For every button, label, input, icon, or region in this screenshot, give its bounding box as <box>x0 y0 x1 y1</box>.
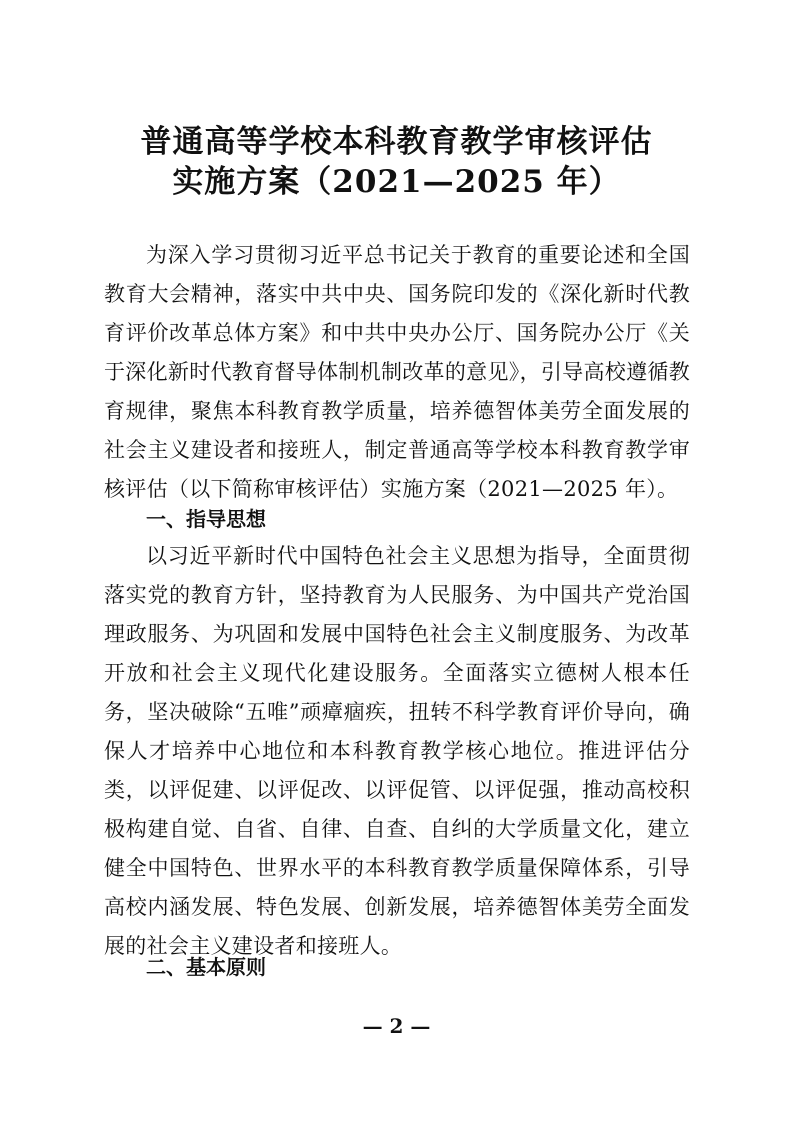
document-title-line-2: 实施方案（2021—2025 年） <box>172 164 621 200</box>
section-heading-basic-principles: 二、基本原则 <box>146 955 266 979</box>
intro-paragraph: 为深入学习贯彻习近平总书记关于教育的重要论述和全国教育大会精神，落实中共中央、国务院印发的《深化新时代教育评价改革总体方案》和中共中央办公厅、国务院办公厅《关于深化新时代教育督导体制机制改革的意见》，引导高校遵循教育规律，聚焦本科教育教学质量，培养德智体美劳全面发展的社会主义建设者和接班人，制定普通高等学校本科教育教学审核评估（以下简称审核评估）实施方案（2021—2025 年）。 <box>104 243 690 501</box>
section-heading-guiding-ideology: 一、指导思想 <box>146 507 266 531</box>
document-title-line-1: 普通高等学校本科教育教学审核评估 <box>140 124 653 160</box>
page-number: — 2 — <box>362 1014 431 1038</box>
section-paragraph-guiding-ideology: 以习近平新时代中国特色社会主义思想为指导，全面贯彻落实党的教育方针，坚持教育为人民服务、为中国共产党治国理政服务、为巩固和发展中国特色社会主义制度服务、为改革开放和社会主义现代化建设服务。全面落实立德树人根本任务，坚决破除“五唯”顽瘴痼疾，扭转不科学教育评价导向，确保人才培养中心地位和本科教育教学核心地位。推进评估分类，以评促建、以评促改、以评促管、以评促强，推动高校积极构建自觉、自省、自律、自查、自纠的大学质量文化，建立健全中国特色、世界水平的本科教育教学质量保障体系，引导高校内涵发展、特色发展、创新发展，培养德智体美劳全面发展的社会主义建设者和接班人。 <box>104 544 690 958</box>
